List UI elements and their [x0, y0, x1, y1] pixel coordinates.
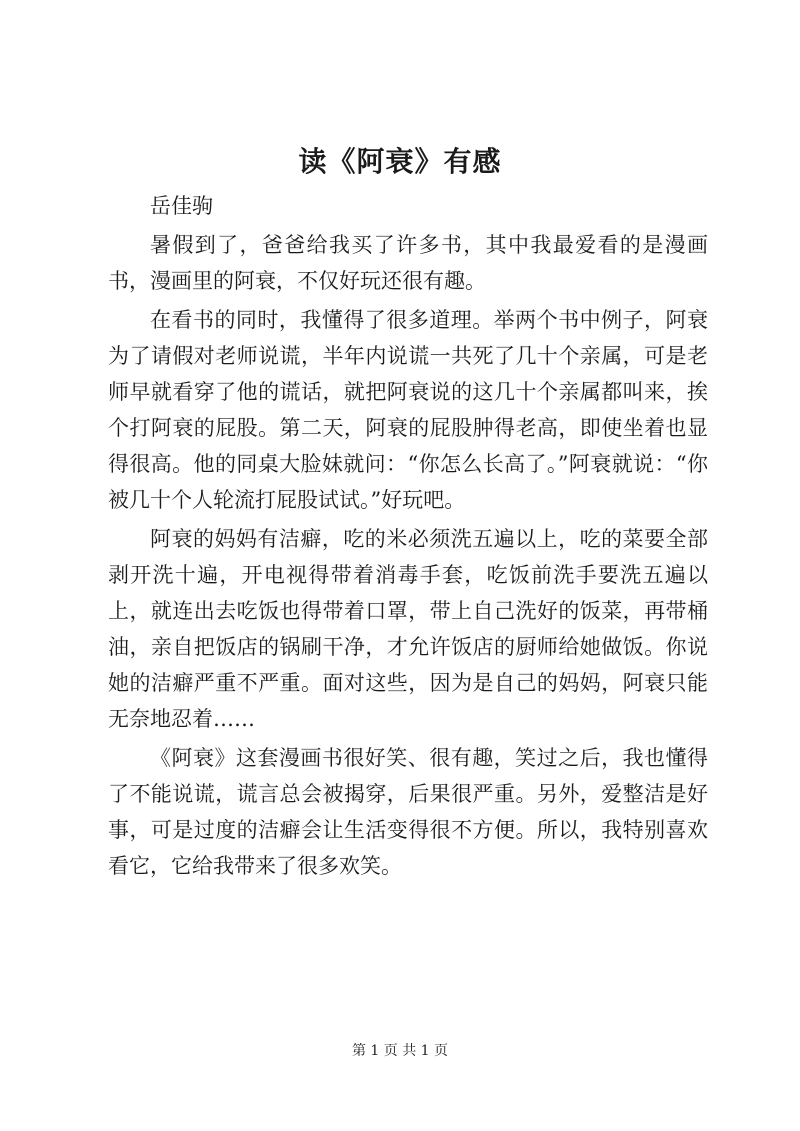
author-line: 岳佳驹 [150, 194, 213, 218]
document-body [108, 188, 708, 884]
paragraph-2: 在看书的同时，我懂得了很多道理。举两个书中例子，阿衰为了请假对老师说谎，半年内说谎一共死了几十个亲属，可是老师早就看穿了他的谎话，就把阿衰说的这几十个亲属都叫来，挨个打阿衰的屁股。第二天，阿衰的屁股肿得老高，即使坐着也显得很高。他的同桌大脸妹就问：“你怎么长高了。”阿衰就说：“你被几十个人轮流打屁股试试。”好玩吧。 [108, 308, 708, 512]
paragraph-1: 暑假到了，爸爸给我买了许多书，其中我最爱看的是漫画书，漫画里的阿衰，不仅好玩还很有趣。 [108, 233, 708, 293]
page-footer: 第 1 页 共 1 页 [351, 1043, 449, 1059]
page-title: 读《阿衰》有感 [298, 145, 502, 178]
paragraph-4: 《阿衰》这套漫画书很好笑、很有趣，笑过之后，我也懂得了不能说谎，谎言总会被揭穿，后果很严重。另外，爱整洁是好事，可是过度的洁癖会让生活变得很不方便。所以，我特别喜欢看它，它给我带来了很多欢笑。 [108, 746, 708, 878]
paragraph-3: 阿衰的妈妈有洁癖，吃的米必须洗五遍以上，吃的菜要全部剥开洗十遍，开电视得带着消毒手套，吃饭前洗手要洗五遍以上，就连出去吃饭也得带着口罩，带上自己洗好的饭菜，再带桶油，亲自把饭店的锅刷干净，才允许饭店的厨师给她做饭。你说她的洁癖严重不严重。面对这些，因为是自己的妈妈，阿衰只能无奈地忍着…… [108, 527, 708, 731]
